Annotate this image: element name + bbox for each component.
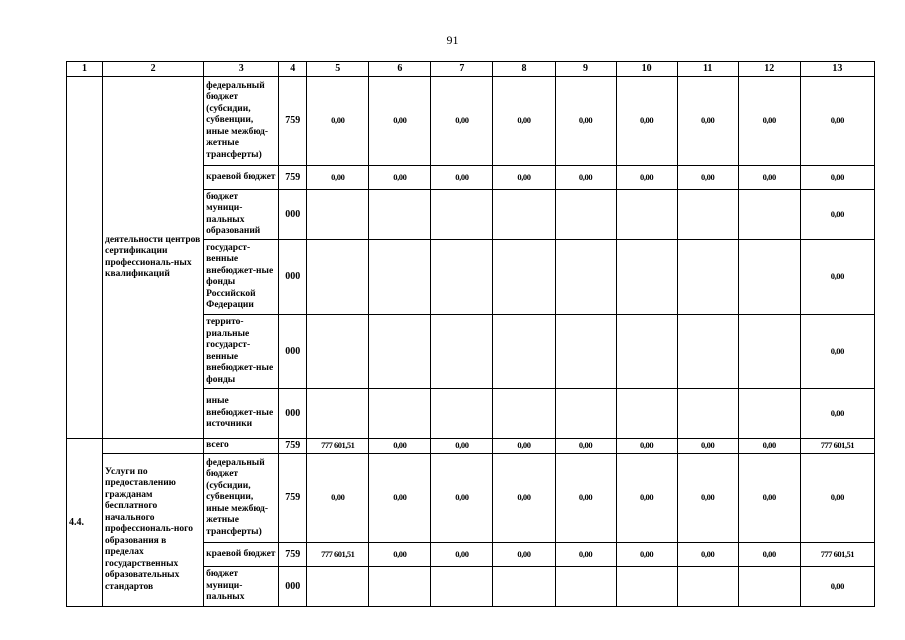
value-cell: 0,00 bbox=[616, 166, 677, 190]
funding-source: террито-риальные государст-венные внебюджет-ные фонды bbox=[204, 315, 279, 389]
value-cell bbox=[555, 240, 616, 315]
column-number: 11 bbox=[677, 62, 738, 77]
value-cell: 0,00 bbox=[369, 439, 431, 454]
section-number-cell bbox=[67, 77, 103, 439]
value-cell: 0,00 bbox=[555, 543, 616, 567]
value-cell bbox=[555, 315, 616, 389]
code-cell: 759 bbox=[279, 454, 307, 543]
value-cell bbox=[307, 567, 369, 607]
value-cell: 0,00 bbox=[493, 166, 555, 190]
funding-source: федеральный бюджет (субсидии, субвенции, иные межбюд-жетные трансферты) bbox=[204, 454, 279, 543]
value-cell bbox=[738, 240, 800, 315]
value-cell bbox=[369, 190, 431, 240]
column-number: 8 bbox=[493, 62, 555, 77]
value-cell bbox=[431, 240, 493, 315]
value-cell bbox=[307, 315, 369, 389]
value-cell bbox=[431, 190, 493, 240]
value-cell: 0,00 bbox=[555, 166, 616, 190]
value-cell: 0,00 bbox=[369, 454, 431, 543]
table-row bbox=[67, 77, 875, 166]
column-number: 13 bbox=[800, 62, 874, 77]
value-cell bbox=[307, 190, 369, 240]
value-cell bbox=[307, 389, 369, 439]
value-cell: 0,00 bbox=[555, 439, 616, 454]
value-cell: 0,00 bbox=[431, 454, 493, 543]
code-cell: 000 bbox=[279, 567, 307, 607]
value-cell bbox=[738, 190, 800, 240]
column-number: 1 bbox=[67, 62, 103, 77]
value-cell bbox=[369, 567, 431, 607]
page-number: 91 bbox=[446, 33, 459, 47]
value-cell: 0,00 bbox=[677, 166, 738, 190]
value-cell: 777 601,51 bbox=[307, 543, 369, 567]
value-cell bbox=[431, 567, 493, 607]
funding-source: краевой бюджет bbox=[204, 543, 279, 567]
value-cell: 0,00 bbox=[677, 77, 738, 166]
column-number: 3 bbox=[204, 62, 279, 77]
code-cell: 000 bbox=[279, 240, 307, 315]
value-cell: 0,00 bbox=[677, 454, 738, 543]
column-number-row bbox=[67, 62, 875, 77]
value-cell bbox=[369, 240, 431, 315]
value-cell: 0,00 bbox=[431, 77, 493, 166]
value-cell: 0,00 bbox=[493, 454, 555, 543]
measure-description: деятельности центров сертификации профессиональ-ных квалификаций bbox=[103, 77, 204, 439]
value-cell: 0,00 bbox=[307, 166, 369, 190]
value-cell bbox=[431, 389, 493, 439]
value-cell: 0,00 bbox=[616, 77, 677, 166]
value-cell bbox=[493, 315, 555, 389]
table-row bbox=[67, 454, 875, 543]
value-cell: 0,00 bbox=[493, 543, 555, 567]
value-cell: 0,00 bbox=[616, 454, 677, 543]
value-cell: 0,00 bbox=[307, 77, 369, 166]
value-cell bbox=[493, 190, 555, 240]
funding-source: иные внебюджет-ные источники bbox=[204, 389, 279, 439]
section-number: 4.4. bbox=[67, 439, 103, 607]
value-cell bbox=[616, 190, 677, 240]
value-cell bbox=[616, 389, 677, 439]
value-cell bbox=[677, 190, 738, 240]
value-cell bbox=[307, 240, 369, 315]
value-cell bbox=[738, 389, 800, 439]
code-cell: 000 bbox=[279, 315, 307, 389]
value-cell: 0,00 bbox=[800, 240, 874, 315]
value-cell: 0,00 bbox=[431, 543, 493, 567]
table-row bbox=[67, 439, 875, 454]
value-cell: 777 601,51 bbox=[307, 439, 369, 454]
column-number: 9 bbox=[555, 62, 616, 77]
value-cell: 0,00 bbox=[616, 543, 677, 567]
value-cell: 0,00 bbox=[493, 439, 555, 454]
value-cell: 0,00 bbox=[493, 77, 555, 166]
value-cell: 0,00 bbox=[369, 166, 431, 190]
value-cell: 0,00 bbox=[555, 77, 616, 166]
value-cell bbox=[677, 389, 738, 439]
value-cell: 0,00 bbox=[307, 454, 369, 543]
code-cell: 000 bbox=[279, 190, 307, 240]
code-cell: 759 bbox=[279, 77, 307, 166]
column-number: 6 bbox=[369, 62, 431, 77]
column-number: 12 bbox=[738, 62, 800, 77]
code-cell: 759 bbox=[279, 543, 307, 567]
value-cell bbox=[677, 240, 738, 315]
value-cell bbox=[431, 315, 493, 389]
value-cell bbox=[677, 567, 738, 607]
value-cell: 0,00 bbox=[431, 166, 493, 190]
value-cell: 0,00 bbox=[738, 543, 800, 567]
value-cell: 0,00 bbox=[800, 454, 874, 543]
column-number: 5 bbox=[307, 62, 369, 77]
measure-description: Услуги по предоставлению гражданам бесплатного начального профессиональ-ного образования в пределах государственных образовательных стандартов bbox=[103, 454, 204, 607]
value-cell bbox=[493, 567, 555, 607]
value-cell: 0,00 bbox=[800, 315, 874, 389]
value-cell bbox=[677, 315, 738, 389]
value-cell: 0,00 bbox=[800, 389, 874, 439]
value-cell bbox=[493, 389, 555, 439]
value-cell: 0,00 bbox=[800, 567, 874, 607]
value-cell bbox=[555, 190, 616, 240]
funding-source: краевой бюджет bbox=[204, 166, 279, 190]
column-number: 4 bbox=[279, 62, 307, 77]
value-cell: 777 601,51 bbox=[800, 439, 874, 454]
funding-source: всего bbox=[204, 439, 279, 454]
value-cell: 0,00 bbox=[677, 543, 738, 567]
value-cell bbox=[616, 567, 677, 607]
code-cell: 759 bbox=[279, 166, 307, 190]
value-cell: 0,00 bbox=[800, 77, 874, 166]
value-cell bbox=[555, 389, 616, 439]
value-cell: 0,00 bbox=[431, 439, 493, 454]
code-cell: 759 bbox=[279, 439, 307, 454]
value-cell: 0,00 bbox=[738, 439, 800, 454]
value-cell: 0,00 bbox=[616, 439, 677, 454]
value-cell bbox=[616, 315, 677, 389]
value-cell bbox=[738, 567, 800, 607]
value-cell bbox=[369, 315, 431, 389]
column-number: 7 bbox=[431, 62, 493, 77]
budget-table bbox=[66, 61, 875, 607]
column-number: 2 bbox=[103, 62, 204, 77]
funding-source: государст-венные внебюджет-ные фонды Российской Федерации bbox=[204, 240, 279, 315]
value-cell bbox=[738, 315, 800, 389]
value-cell: 0,00 bbox=[800, 166, 874, 190]
column-number: 10 bbox=[616, 62, 677, 77]
measure-description-spacer bbox=[103, 439, 204, 454]
value-cell: 0,00 bbox=[738, 454, 800, 543]
funding-source: федеральный бюджет (субсидии, субвенции, иные межбюд-жетные трансферты) bbox=[204, 77, 279, 166]
value-cell: 0,00 bbox=[677, 439, 738, 454]
funding-source: бюджет муници-пальных bbox=[204, 567, 279, 607]
value-cell: 0,00 bbox=[555, 454, 616, 543]
code-cell: 000 bbox=[279, 389, 307, 439]
value-cell bbox=[369, 389, 431, 439]
value-cell: 0,00 bbox=[369, 543, 431, 567]
value-cell bbox=[555, 567, 616, 607]
value-cell: 0,00 bbox=[369, 77, 431, 166]
value-cell: 777 601,51 bbox=[800, 543, 874, 567]
value-cell: 0,00 bbox=[738, 166, 800, 190]
value-cell: 0,00 bbox=[800, 190, 874, 240]
value-cell: 0,00 bbox=[738, 77, 800, 166]
value-cell bbox=[616, 240, 677, 315]
value-cell bbox=[493, 240, 555, 315]
funding-source: бюджет муници-пальных образований bbox=[204, 190, 279, 240]
